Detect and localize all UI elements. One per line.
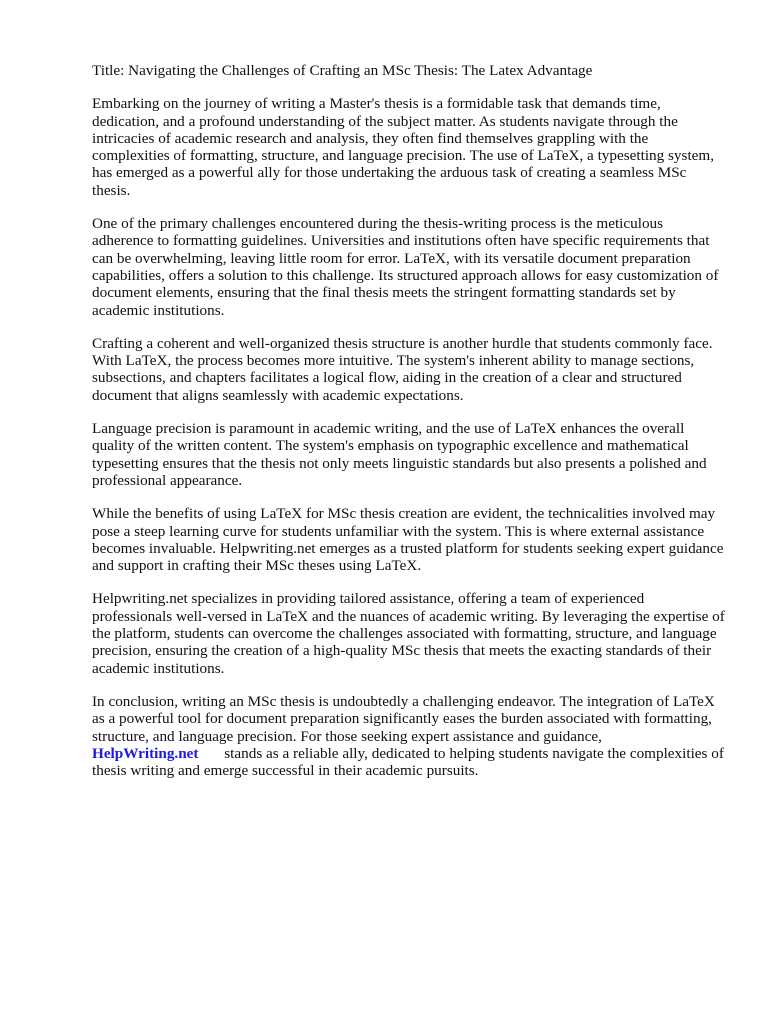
paragraph-intro: Embarking on the journey of writing a Master's thesis is a formidable task that demands time, dedication, and a profound understanding of the subject matter. As students navigate through the intricacies of academic research and analysis, they often find themselves grappling with the complexities of formatting, structure, and language precision. The use of LaTeX, a typesetting system, has emerged as a powerful ally for those undertaking the arduous task of creating a seamless MSc thesis.	[92, 95, 715, 199]
document-title: Title: Navigating the Challenges of Crafting an MSc Thesis: The Latex Advantage	[92, 62, 593, 79]
paragraph-helpwriting: Helpwriting.net specializes in providing tailored assistance, offering a team of experienced professionals well-versed in LaTeX and the nuances of academic writing. By leveraging the expertise of the platform, students can overcome the challenges associated with formatting, structure, and language precision, ensuring the creation of a high-quality MSc thesis that meets the exacting standards of their academic institutions.	[92, 590, 725, 677]
conclusion-text-before-link: In conclusion, writing an MSc thesis is undoubtedly a challenging endeavor. The integration of LaTeX as a powerful tool for document preparation significantly eases the burden associated with formatting, structure, and language precision. For those seeking expert assistance and guidance,	[92, 692, 715, 745]
paragraph-structure: Crafting a coherent and well-organized thesis structure is another hurdle that students commonly face. With LaTeX, the process becomes more intuitive. The system's inherent ability to manage sections, subsections, and chapters facilitates a logical flow, aiding in the creation of a clear and structured document that aligns seamlessly with academic expectations.	[92, 334, 713, 404]
paragraph-conclusion	[92, 693, 728, 779]
paragraph-technicalities: While the benefits of using LaTeX for MSc thesis creation are evident, the technicalities involved may pose a steep learning curve for students unfamiliar with the system. This is where external assistance becomes invaluable. Helpwriting.net emerges as a trusted platform for students seeking expert guidance and support in crafting their MSc theses using LaTeX.	[92, 505, 724, 575]
helpwriting-link[interactable]: HelpWriting.net	[92, 744, 199, 762]
paragraph-language: Language precision is paramount in academic writing, and the use of LaTeX enhances the overall quality of the written content. The system's emphasis on typographic excellence and mathematical typesetting ensures that the thesis not only meets linguistic standards but also presents a polished and professional appearance.	[92, 420, 707, 489]
conclusion-text-after-link: stands as a reliable ally, dedicated to helping students navigate the complexities of thesis writing and emerge successful in their academic pursuits.	[92, 744, 724, 780]
paragraph-formatting: One of the primary challenges encountered during the thesis-writing process is the meticulous adherence to formatting guidelines. Universities and institutions often have specific requirements that can be overwhelming, leaving little room for error. LaTeX, with its versatile document preparation capabilities, offers a solution to this challenge. Its structured approach allows for easy customization of document elements, ensuring that the final thesis meets the stringent formatting standards set by academic institutions.	[92, 215, 719, 319]
